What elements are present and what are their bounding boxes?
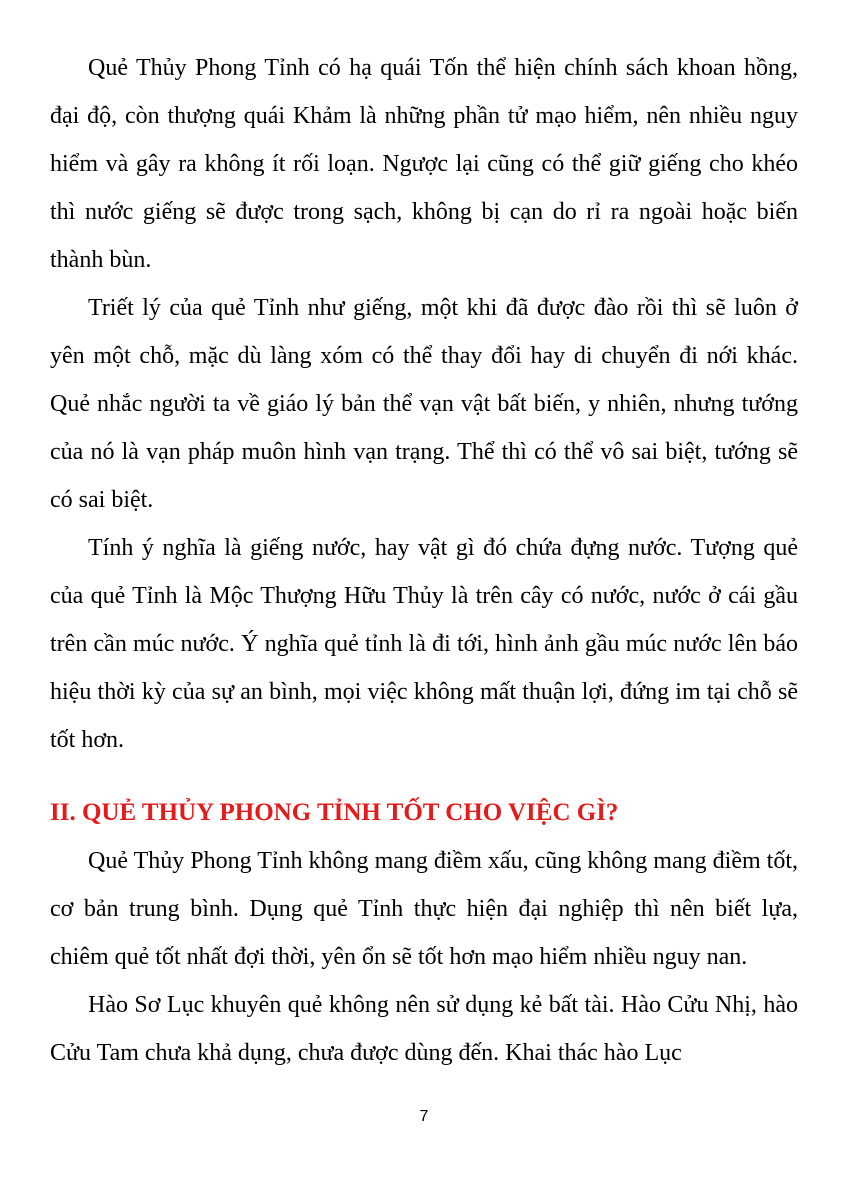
section-heading: II. QUẺ THỦY PHONG TỈNH TỐT CHO VIỆC GÌ? [50, 799, 619, 826]
document-page [50, 44, 798, 1077]
paragraph-4: Quẻ Thủy Phong Tỉnh không mang điềm xấu, cũng không mang điềm tốt, cơ bản trung bình. Dụng quẻ Tỉnh thực hiện đại nghiệp thì nên biết lựa, chiêm quẻ tốt nhất đợi thời, yên ổn sẽ tốt hơn mạo hiểm nhiều nguy nan. [50, 848, 798, 970]
page-number: 7 [419, 1108, 429, 1125]
paragraph-2: Triết lý của quẻ Tỉnh như giếng, một khi đã được đào rồi thì sẽ luôn ở yên một chỗ, mặc dù làng xóm có thể thay đổi hay di chuyển đi nới khác. Quẻ nhắc người ta về giáo lý bản thể vạn vật bất biến, y nhiên, nhưng tướng của nó là vạn pháp muôn hình vạn trạng. Thể thì có thể vô sai biệt, tướng sẽ có sai biệt. [50, 295, 798, 513]
paragraph-5: Hào Sơ Lục khuyên quẻ không nên sử dụng kẻ bất tài. Hào Cửu Nhị, hào Cửu Tam chưa khả dụng, chưa được dùng đến. Khai thác hào Lục [50, 992, 798, 1066]
paragraph-1: Quẻ Thủy Phong Tỉnh có hạ quái Tốn thể hiện chính sách khoan hồng, đại độ, còn thượng quái Khảm là những phần tử mạo hiểm, nên nhiều nguy hiểm và gây ra không ít rối loạn. Ngược lại cũng có thể giữ giếng cho khéo thì nước giếng sẽ được trong sạch, không bị cạn do rỉ ra ngoài hoặc biến thành bùn. [50, 55, 798, 273]
paragraph-3: Tính ý nghĩa là giếng nước, hay vật gì đó chứa đựng nước. Tượng quẻ của quẻ Tỉnh là Mộc Thượng Hữu Thủy là trên cây có nước, nước ở cái gầu trên cần múc nước. Ý nghĩa quẻ tỉnh là đi tới, hình ảnh gầu múc nước lên báo hiệu thời kỳ của sự an bình, mọi việc không mất thuận lợi, đứng im tại chỗ sẽ tốt hơn. [50, 535, 798, 753]
